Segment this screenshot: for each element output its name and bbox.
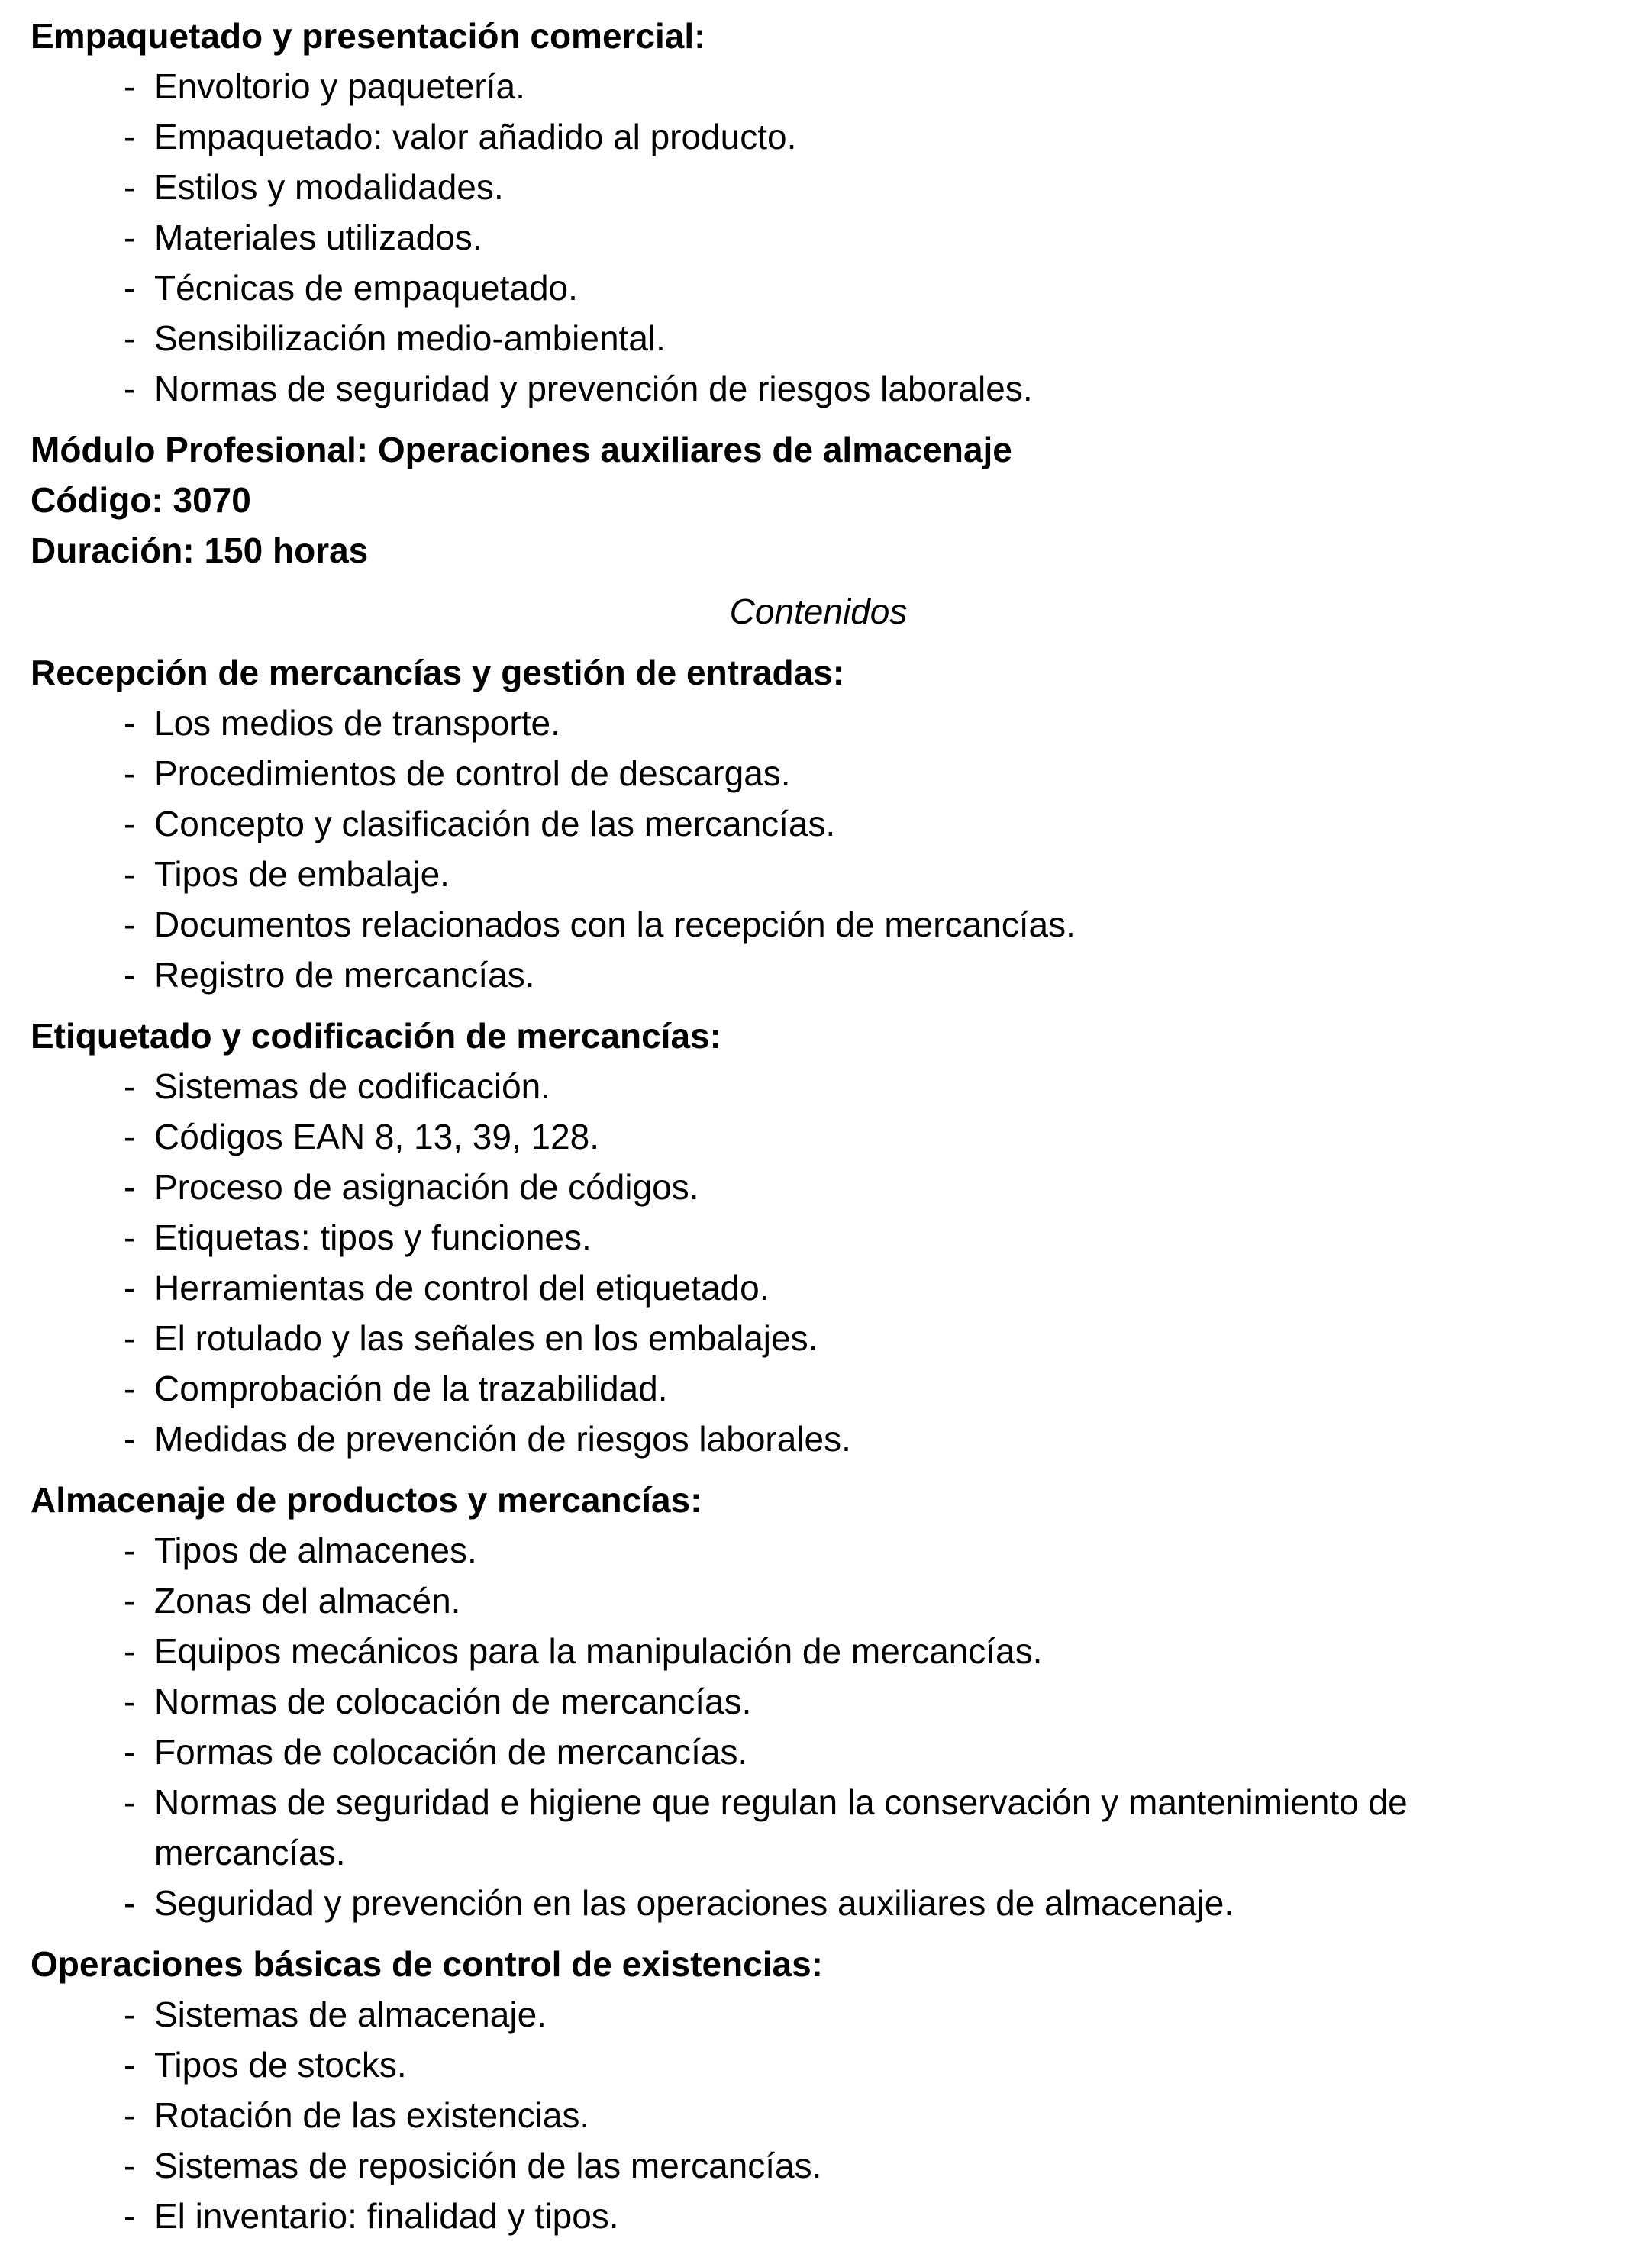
document-body (31, 11, 1606, 2241)
section-heading: Operaciones básicas de control de existencias: (31, 1944, 823, 1984)
list-item-text: Tipos de stocks. (154, 2045, 407, 2085)
bullet-dash: - (124, 854, 136, 894)
module-header (31, 424, 1606, 576)
list-item (31, 363, 1606, 414)
bullet-dash: - (124, 1167, 136, 1207)
list-item-text: Medidas de prevención de riesgos laborales. (154, 1419, 851, 1459)
section-heading: Recepción de mercancías y gestión de entradas: (31, 653, 845, 692)
list-item (31, 1061, 1606, 1111)
list-item-text: Normas de seguridad e higiene que regulan la conservación y mantenimiento de mercancías. (154, 1782, 1408, 1872)
bullet-dash: - (124, 703, 136, 743)
list-item-text: Tipos de almacenes. (154, 1530, 477, 1570)
list-item-text: Herramientas de control del etiquetado. (154, 1268, 770, 1308)
list-item (31, 1989, 1606, 2040)
module-header-line: Código: 3070 (31, 480, 251, 520)
bullet-dash: - (124, 1682, 136, 1721)
bullet-dash: - (124, 2146, 136, 2185)
list-item-text: Etiquetas: tipos y funciones. (154, 1217, 592, 1257)
list-item-text: Concepto y clasificación de las mercancías. (154, 804, 836, 843)
list-item (31, 1313, 1606, 1363)
list-item (31, 1263, 1606, 1313)
bullet-dash: - (124, 318, 136, 358)
list-item-text: Estilos y modalidades. (154, 167, 504, 207)
bullet-dash: - (124, 268, 136, 308)
module-header-line: Duración: 150 horas (31, 531, 369, 570)
list-item (31, 1727, 1606, 1777)
list-item (31, 162, 1606, 212)
list-item-text: Documentos relacionados con la recepción de mercancías. (154, 905, 1076, 944)
bullet-dash: - (124, 1066, 136, 1106)
list-item-text: Equipos mecánicos para la manipulación de mercancías. (154, 1631, 1043, 1671)
list-item (31, 1212, 1606, 1263)
list-item (31, 1777, 1606, 1878)
bullet-dash: - (124, 117, 136, 156)
list-item (31, 313, 1606, 363)
list-item (31, 111, 1606, 162)
list-item (31, 1363, 1606, 1414)
list-item-text: Zonas del almacén. (154, 1581, 461, 1621)
list-item-text: Registro de mercancías. (154, 955, 535, 995)
list-item-text: Empaquetado: valor añadido al producto. (154, 117, 797, 156)
bullet-dash: - (124, 167, 136, 207)
list-item-text: Códigos EAN 8, 13, 39, 128. (154, 1117, 600, 1156)
list-item-text: Sensibilización medio-ambiental. (154, 318, 666, 358)
list-item-text: Materiales utilizados. (154, 218, 482, 257)
list-item (31, 2090, 1606, 2140)
list-item (31, 1626, 1606, 1676)
bullet-dash: - (124, 1883, 136, 1923)
list-item-text: Los medios de transporte. (154, 703, 560, 743)
list-item (31, 2191, 1606, 2241)
list-item (31, 263, 1606, 313)
bullet-dash: - (124, 1268, 136, 1308)
list-item (31, 2140, 1606, 2191)
list-item (31, 748, 1606, 798)
list-item-text: Rotación de las existencias. (154, 2095, 590, 2135)
list-item-text: Sistemas de reposición de las mercancías. (154, 2146, 822, 2185)
bullet-dash: - (124, 2095, 136, 2135)
section-heading: Etiquetado y codificación de mercancías: (31, 1016, 721, 1056)
bullet-dash: - (124, 2045, 136, 2085)
bullet-dash: - (124, 1782, 136, 1822)
list-item-text: Tipos de embalaje. (154, 854, 450, 894)
list-item (31, 1676, 1606, 1727)
bullet-dash: - (124, 1581, 136, 1621)
list-item (31, 1575, 1606, 1626)
bullet-dash: - (124, 753, 136, 793)
bullet-dash: - (124, 218, 136, 257)
bullet-dash: - (124, 1631, 136, 1671)
contenidos-title: Contenidos (729, 592, 908, 631)
bullet-dash: - (124, 1419, 136, 1459)
list-item (31, 212, 1606, 263)
list-item (31, 2040, 1606, 2090)
list-item (31, 849, 1606, 899)
list-item (31, 698, 1606, 748)
list-item (31, 1162, 1606, 1212)
list-item-text: Normas de seguridad y prevención de riesgos laborales. (154, 369, 1033, 408)
module-header-line: Módulo Profesional: Operaciones auxiliares de almacenaje (31, 430, 1012, 469)
list-item-text: Seguridad y prevención en las operaciones auxiliares de almacenaje. (154, 1883, 1234, 1923)
list-item (31, 798, 1606, 849)
list-item-text: Normas de colocación de mercancías. (154, 1682, 752, 1721)
list-item (31, 1878, 1606, 1928)
section-heading: Almacenaje de productos y mercancías: (31, 1480, 702, 1520)
list-item (31, 1525, 1606, 1575)
bullet-dash: - (124, 1732, 136, 1772)
list-item (31, 1111, 1606, 1162)
list-item-text: Técnicas de empaquetado. (154, 268, 578, 308)
list-item-text: Sistemas de codificación. (154, 1066, 551, 1106)
list-item-text: El inventario: finalidad y tipos. (154, 2196, 619, 2236)
bullet-dash: - (124, 1117, 136, 1156)
bullet-dash: - (124, 1217, 136, 1257)
list-item-text: Comprobación de la trazabilidad. (154, 1369, 668, 1408)
bullet-dash: - (124, 1318, 136, 1358)
list-item-text: Procedimientos de control de descargas. (154, 753, 791, 793)
list-item (31, 899, 1606, 950)
list-item-text: Envoltorio y paquetería. (154, 66, 525, 106)
bullet-dash: - (124, 369, 136, 408)
list-item (31, 1414, 1606, 1464)
bullet-dash: - (124, 2196, 136, 2236)
section-heading: Empaquetado y presentación comercial: (31, 16, 706, 56)
list-item-text: Proceso de asignación de códigos. (154, 1167, 699, 1207)
bullet-dash: - (124, 804, 136, 843)
list-item-text: Formas de colocación de mercancías. (154, 1732, 748, 1772)
bullet-dash: - (124, 1995, 136, 2034)
bullet-dash: - (124, 66, 136, 106)
bullet-dash: - (124, 955, 136, 995)
list-item-text: El rotulado y las señales en los embalajes. (154, 1318, 818, 1358)
bullet-dash: - (124, 905, 136, 944)
list-item-text: Sistemas de almacenaje. (154, 1995, 547, 2034)
bullet-dash: - (124, 1530, 136, 1570)
list-item (31, 61, 1606, 111)
bullet-dash: - (124, 1369, 136, 1408)
list-item (31, 950, 1606, 1000)
